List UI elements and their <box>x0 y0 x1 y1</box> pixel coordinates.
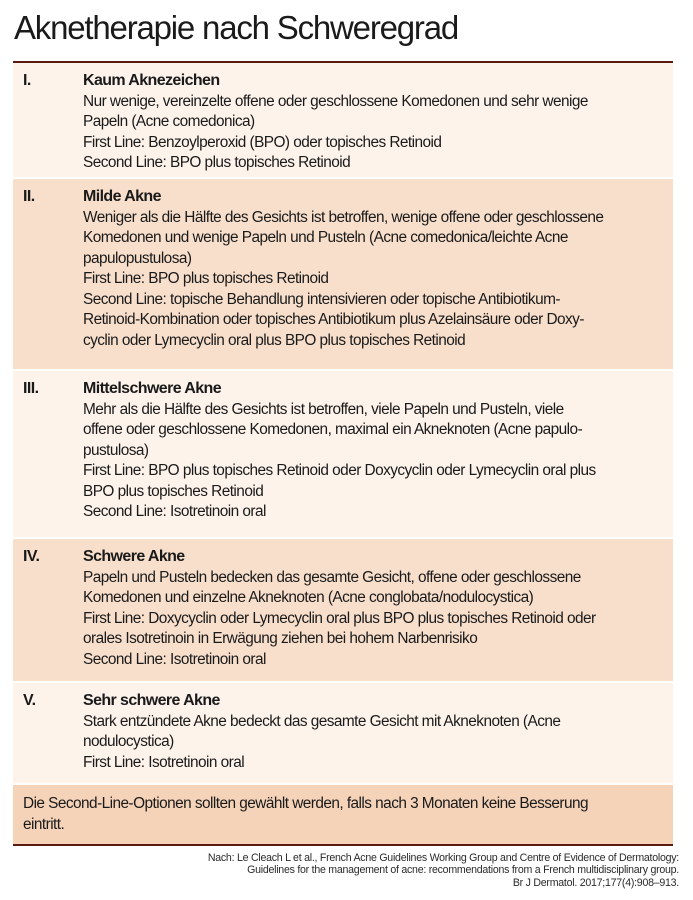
severity-numeral: III. <box>23 380 39 397</box>
text-line: Papeln und Pusteln bedecken das gesamte Gesicht, offene oder geschlossene <box>83 568 581 586</box>
text-line: orales Isotretinoin in Erwägung ziehen bei hohem Narbenrisiko <box>83 630 478 647</box>
severity-row-3 <box>13 371 673 539</box>
severity-content <box>83 547 663 673</box>
text-line: Retinoid-Kombination oder topisches Antibiotikum plus Azelainsäure oder Doxy- <box>83 311 584 328</box>
severity-content <box>83 691 663 775</box>
severity-row-1 <box>13 63 673 179</box>
text-line: pustulosa) <box>83 441 149 459</box>
severity-numeral: II. <box>23 188 35 205</box>
severity-heading: Mittelschwere Akne <box>83 380 221 397</box>
text-line: papulopustulosa) <box>83 249 192 267</box>
text-line: Second Line: topische Behandlung intensivieren oder topische Antibiotikum- <box>83 290 560 308</box>
text-line: Weniger als die Hälfte des Gesichts ist betroffen, wenige offene oder geschlossene <box>83 208 604 226</box>
severity-row-4 <box>13 539 673 683</box>
text-line: Komedonen und wenige Papeln und Pusteln (Acne comedonica/leichte Acne <box>83 229 568 246</box>
severity-heading: Schwere Akne <box>83 548 185 565</box>
severity-heading: Sehr schwere Akne <box>83 692 220 709</box>
severity-heading: Milde Akne <box>83 188 161 205</box>
text-line: Second Line: Isotretinoin oral <box>83 650 266 668</box>
severity-row-5 <box>13 683 673 785</box>
severity-row-2 <box>13 179 673 371</box>
text-line: Second Line: BPO plus topisches Retinoid <box>83 154 351 171</box>
severity-table <box>13 61 673 846</box>
text-line: nodulocystica) <box>83 733 174 750</box>
text-line: First Line: BPO plus topisches Retinoid <box>83 270 329 287</box>
severity-content <box>83 379 663 529</box>
source-line: Guidelines for the management of acne: recommendations from a French multidisciplinary group. <box>247 864 679 877</box>
text-line: Nur wenige, vereinzelte offene oder geschlossene Komedonen und sehr wenige <box>83 92 588 110</box>
page-title: Aknetherapie nach Schweregrad <box>14 9 459 46</box>
severity-content <box>83 187 663 361</box>
severity-heading: Kaum Aknezeichen <box>83 72 220 89</box>
text-line: Second Line: Isotretinoin oral <box>83 503 266 520</box>
source-line: Br J Dermatol. 2017;177(4):908–913. <box>512 876 679 889</box>
text-line: offene oder geschlossene Komedonen, maximal ein Akneknoten (Acne papulo- <box>83 421 583 438</box>
severity-content <box>83 71 663 169</box>
note-line: Die Second-Line-Optionen sollten gewählt werden, falls nach 3 Monaten keine Besserung <box>23 795 588 812</box>
severity-numeral: IV. <box>23 548 40 565</box>
second-line-note <box>13 785 673 844</box>
text-line: cyclin oder Lymecyclin oral plus BPO plus topisches Retinoid <box>83 331 466 349</box>
text-line: Papeln (Acne comedonica) <box>83 113 255 130</box>
text-line: Komedonen und einzelne Akneknoten (Acne conglobata/nodulocystica) <box>83 589 534 606</box>
text-line: Mehr als die Hälfte des Gesichts ist betroffen, viele Papeln und Pusteln, viele <box>83 400 564 418</box>
text-line: First Line: Isotretinoin oral <box>83 753 245 771</box>
note-line: eintritt. <box>23 815 65 833</box>
severity-numeral: V. <box>23 692 36 709</box>
source-line: Nach: Le Cleach L et al., French Acne Guidelines Working Group and Centre of Evidence of Dermatology: <box>207 852 679 864</box>
text-line: Stark entzündete Akne bedeckt das gesamte Gesicht mit Akneknoten (Acne <box>83 712 561 730</box>
text-line: BPO plus topisches Retinoid <box>83 482 264 500</box>
source-citation <box>39 852 679 889</box>
text-line: First Line: Benzoylperoxid (BPO) oder topisches Retinoid <box>83 133 442 151</box>
text-line: First Line: Doxycyclin oder Lymecyclin oral plus BPO plus topisches Retinoid oder <box>83 609 596 627</box>
severity-numeral: I. <box>23 72 31 89</box>
text-line: First Line: BPO plus topisches Retinoid oder Doxycyclin oder Lymecyclin oral plus <box>83 462 596 479</box>
